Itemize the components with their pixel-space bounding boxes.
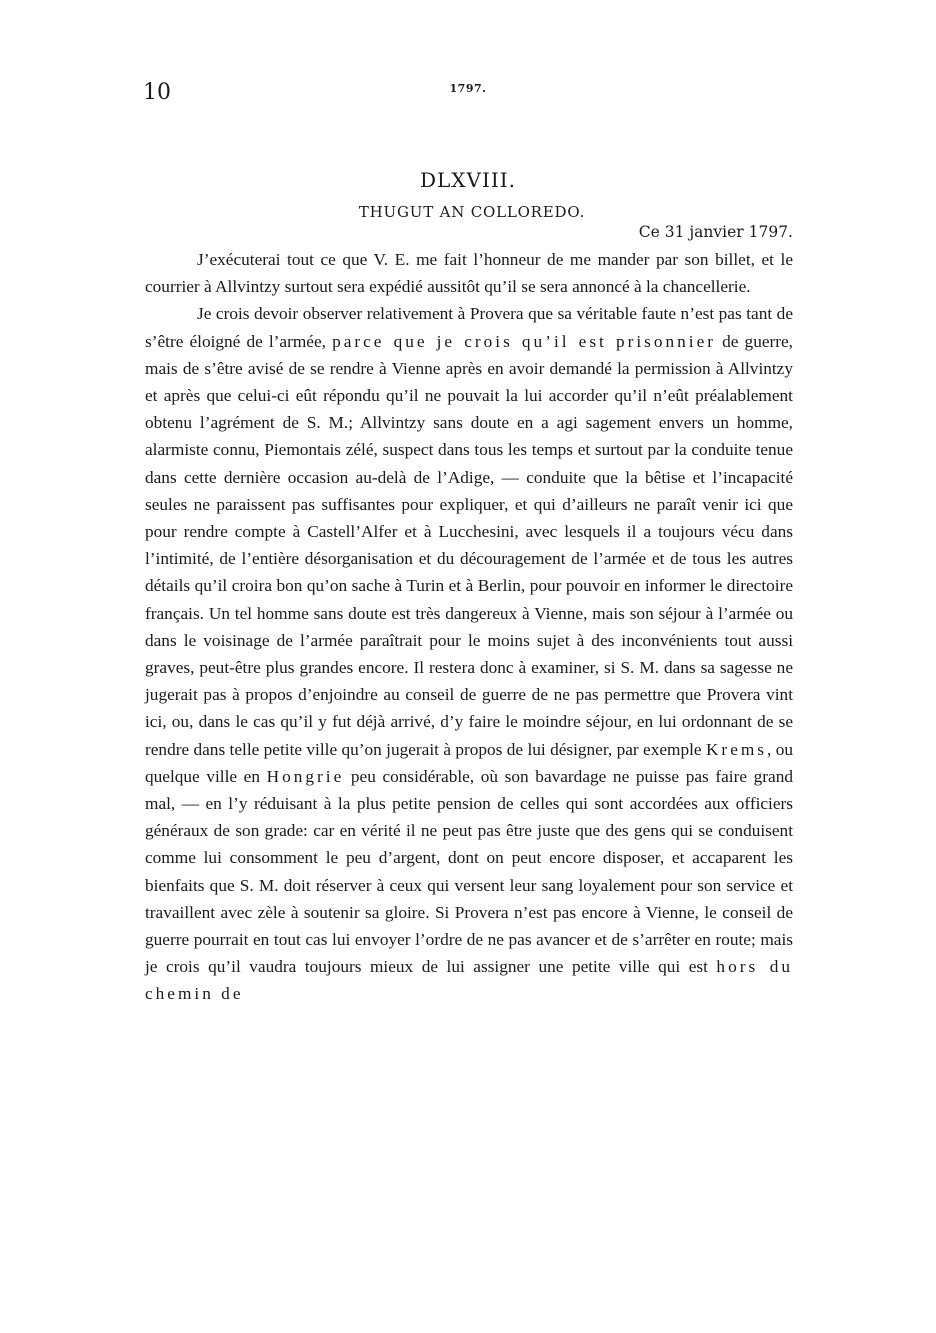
- paragraph-2-part-2: de guerre, mais de s’être avisé de se rendre à Vienne après en avoir demandé la permission à Allvintzy et après que celui-ci eût répondu qu’il ne pouvait la lui accorder qu’il n’eût préalablement obtenu l’agrément de S. M.; Allvintzy sans doute en a agi sagement envers un homme, alarmiste connu, Piemontais zélé, suspect dans tous les temps et surtout par la conduite tenue dans cette dernière occasion au-delà de l’Adige, — conduite que la bêtise et l’incapacité seules ne paraissent pas suffisantes pour expliquer, et qui d’ailleurs ne paraît venir ici que pour rendre compte à Castell’Alfer et à Lucchesini, avec lesquels il a toujours vécu dans l’intimité, de l’entière désorganisation et du découragement de l’armée et de tous les autres détails qu’il croira bon qu’on sache à Turin et à Berlin, pour pouvoir en informer le directoire français. Un tel homme sans doute est très dangereux à Vienne, mais son séjour à l’armée ou dans le voisinage de l’armée paraîtrait pour le moins sujet à des inconvénients tout aussi graves, peut-être plus grandes encore. Il restera donc à examiner, si S. M. dans sa sagesse ne jugerait pas à propos d’enjoindre au conseil de guerre de ne pas permettre que Provera vint ici, ou, dans le cas qu’il y fut déjà arrivé, d’y faire le moindre séjour, en lui ordonnant de se rendre dans telle petite ville qu’on jugerait à propos de lui désigner, par exemple: [145, 331, 794, 759]
- spaced-emphasis-1: parce que je crois qu’il est prisonnier: [332, 331, 717, 351]
- letter-number: DLXVIII.: [419, 168, 517, 192]
- spaced-emphasis-hors-du-chemin: hors du chemin de: [145, 957, 793, 1004]
- spaced-emphasis-hongrie: Hongrie: [266, 766, 345, 786]
- paragraph-2: [145, 300, 793, 1007]
- letter-heading: THUGUT AN COLLOREDO.: [358, 203, 586, 221]
- running-head-year: 1797.: [449, 82, 487, 95]
- paragraph-2-part-4: peu considérable, où son bavardage ne puisse pas faire grand mal, — en l’y réduisant à la plus petite pension de celles qui sont accordées aux officiers généraux de son grade: car en vérité il ne peut pas être juste que des gens qui se conduisent comme lui consomment le peu d’argent, dont on peut encore disposer, et accaparent les bienfaits que S. M. doit réserver à ceux qui versent leur sang loyalement pour son service et travaillent avec zèle à soutenir sa gloire. Si Provera n’est pas encore à Vienne, le conseil de guerre pourrait en tout cas lui envoyer l’ordre de ne pas avancer et de s’arrêter en route; mais je crois qu’il vaudra toujours mieux de lui assigner une petite ville qui est: [145, 766, 793, 977]
- spaced-emphasis-krems: Krems: [705, 739, 768, 759]
- paragraph-1: J’exécuterai tout ce que V. E. me fait l’honneur de me mander par son billet, et le courrier à Allvintzy surtout sera expédié aussitôt qu’il se sera annoncé à la chancellerie.: [145, 250, 793, 297]
- paragraph-2-part-1: Je crois devoir observer relativement à Provera que sa véritable faute n’est pas tant de s’être éloigné de l’armée,: [145, 304, 793, 351]
- letter-dateline: Ce 31 janvier 1797.: [638, 223, 793, 241]
- paragraph-2-part-3: , ou quelque ville en: [145, 739, 794, 786]
- letter-body: [145, 246, 793, 1008]
- page-number: 10: [143, 80, 171, 105]
